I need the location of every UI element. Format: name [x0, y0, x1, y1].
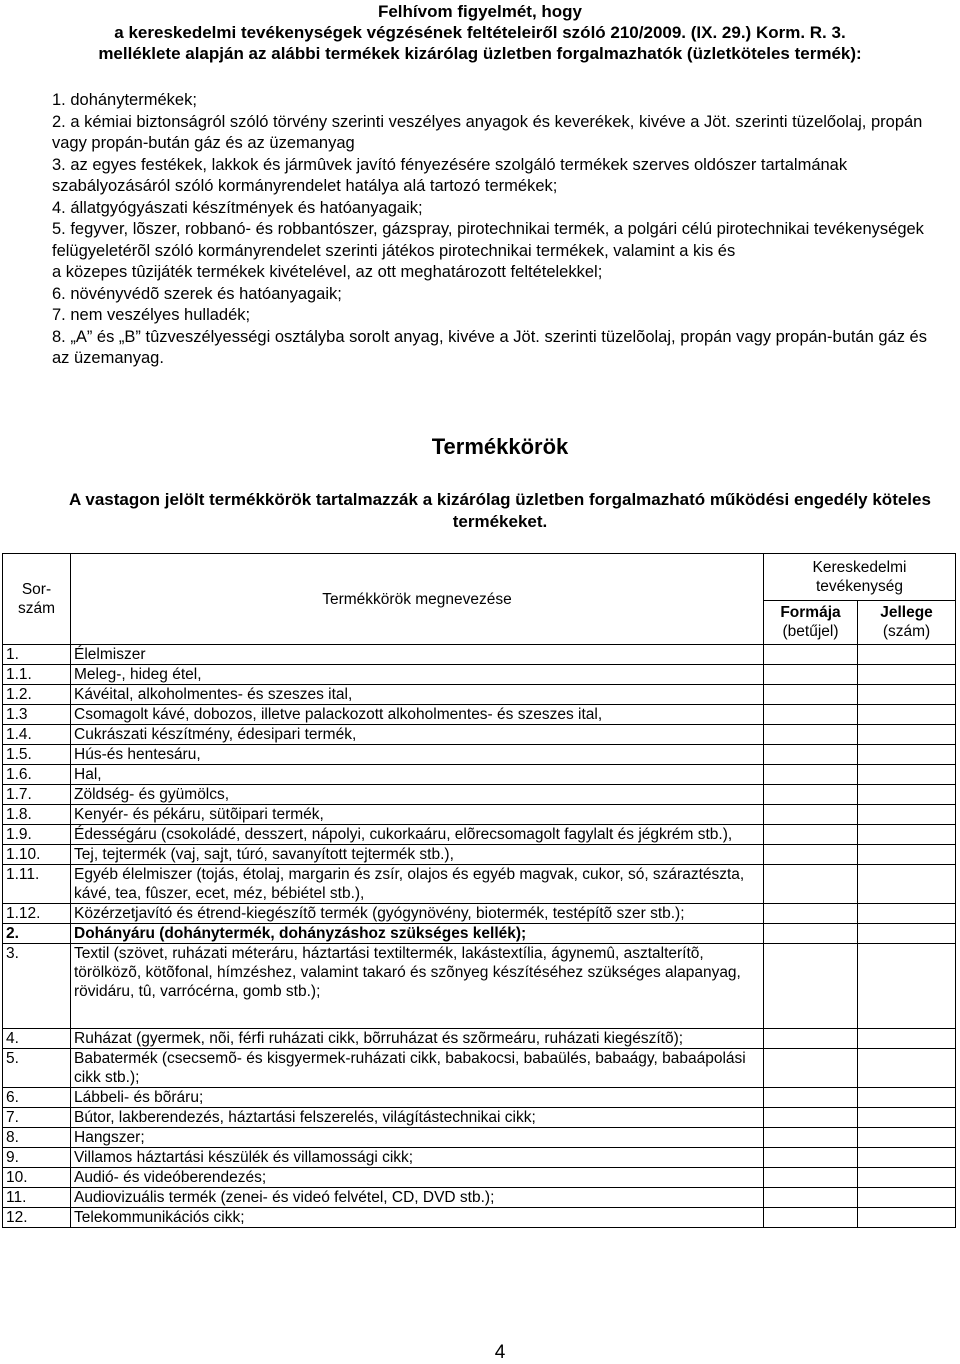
- list-item: a közepes tûzijáték termékek kivételével, az ott meghatározott feltételekkel;: [52, 263, 603, 281]
- row-forma-cell: [764, 1208, 858, 1228]
- row-jellege-cell: [858, 765, 956, 785]
- row-jellege-cell: [858, 725, 956, 745]
- row-name: Kávéital, alkoholmentes- és szeszes ital,: [71, 685, 764, 705]
- row-number: 1.7.: [3, 785, 71, 805]
- row-name: Meleg-, hideg étel,: [71, 665, 764, 685]
- row-number: 1.11.: [3, 865, 71, 904]
- row-number: 3.: [3, 944, 71, 1029]
- row-forma-cell: [764, 845, 858, 865]
- row-number: 1.4.: [3, 725, 71, 745]
- row-number: 7.: [3, 1108, 71, 1128]
- row-number: 2.: [3, 924, 71, 944]
- row-name: Dohányáru (dohánytermék, dohányzáshoz szükséges kellék);: [71, 924, 764, 944]
- list-item: 4. állatgyógyászati készítmények és hatóanyagaik;: [52, 198, 423, 217]
- row-forma-cell: [764, 665, 858, 685]
- row-number: 1.8.: [3, 805, 71, 825]
- row-jellege-cell: [858, 845, 956, 865]
- row-number: 10.: [3, 1168, 71, 1188]
- table-row: [3, 1029, 956, 1049]
- row-jellege-cell: [858, 805, 956, 825]
- row-number: 5.: [3, 1049, 71, 1088]
- table-row: [3, 1208, 956, 1228]
- row-jellege-cell: [858, 645, 956, 665]
- section-subtitle: A vastagon jelölt termékkörök tartalmazzák a kizárólag üzletben forgalmazható működési engedély köteles termékeket.: [69, 490, 931, 531]
- table-row: [3, 665, 956, 685]
- row-forma-cell: [764, 924, 858, 944]
- row-forma-cell: [764, 645, 858, 665]
- row-jellege-cell: [858, 944, 956, 1029]
- table-row: [3, 845, 956, 865]
- row-name: Egyéb élelmiszer (tojás, étolaj, margarin és zsír, olajos és egyéb magvak, cukor, só, száraztészta, kávé, tea, fûszer, ecet, méz, bébiétel stb.),: [71, 865, 764, 904]
- row-number: 1.9.: [3, 825, 71, 845]
- row-jellege-cell: [858, 1108, 956, 1128]
- row-number: 1.5.: [3, 745, 71, 765]
- section-title: Termékkörök: [431, 434, 569, 459]
- row-number: 1.3: [3, 705, 71, 725]
- table-row: [3, 1049, 956, 1088]
- table-row: [3, 1128, 956, 1148]
- row-jellege-cell: [858, 825, 956, 845]
- header-sorszam: Sor-szám: [3, 554, 71, 645]
- row-name: Zöldség- és gyümölcs,: [71, 785, 764, 805]
- list-item: 8. „A” és „B” tûzveszélyességi osztályba sorolt anyag, kivéve a Jöt. szerinti tüzelõolaj, propán vagy propán-bután gáz és az üzemanyag.: [52, 327, 927, 367]
- row-name: Babatermék (csecsemõ- és kisgyermek-ruházati cikk, babakocsi, babaülés, babaágy, babaápolási cikk stb.);: [71, 1049, 764, 1088]
- row-number: 4.: [3, 1029, 71, 1049]
- row-jellege-cell: [858, 1029, 956, 1049]
- row-forma-cell: [764, 805, 858, 825]
- row-number: 11.: [3, 1188, 71, 1208]
- row-jellege-cell: [858, 865, 956, 904]
- row-number: 1.: [3, 645, 71, 665]
- table-row: [3, 705, 956, 725]
- row-forma-cell: [764, 865, 858, 904]
- list-item: 1. dohánytermékek;: [52, 91, 197, 109]
- row-forma-cell: [764, 685, 858, 705]
- row-jellege-cell: [858, 685, 956, 705]
- row-number: 8.: [3, 1128, 71, 1148]
- row-number: 1.12.: [3, 904, 71, 924]
- row-forma-cell: [764, 825, 858, 845]
- list-item: 2. a kémiai biztonságról szóló törvény szerinti veszélyes anyagok és keverékek, kivéve a Jöt. szerinti tüzelőolaj, propán vagy propán-bután gáz és az üzemanyag: [52, 112, 923, 152]
- row-name: Lábbeli- és bõráru;: [71, 1088, 764, 1108]
- row-name: Audió- és videóberendezés;: [71, 1168, 764, 1188]
- row-forma-cell: [764, 745, 858, 765]
- header-jellege-sub: (szám): [882, 623, 931, 641]
- header-forma: [764, 600, 858, 645]
- header-jellege-label: Jellege: [880, 604, 933, 622]
- row-number: 9.: [3, 1148, 71, 1168]
- row-name: Csomagolt kávé, dobozos, illetve palackozott alkoholmentes- és szeszes ital,: [71, 705, 764, 725]
- row-number: 1.10.: [3, 845, 71, 865]
- row-forma-cell: [764, 785, 858, 805]
- table-row: [3, 785, 956, 805]
- row-forma-cell: [764, 1108, 858, 1128]
- row-jellege-cell: [858, 1049, 956, 1088]
- row-name: Hús-és hentesáru,: [71, 745, 764, 765]
- header-forma-sub: (betűjel): [782, 623, 839, 641]
- row-forma-cell: [764, 1148, 858, 1168]
- row-name: Tej, tejtermék (vaj, sajt, túró, savanyított tejtermék stb.),: [71, 845, 764, 865]
- table-row: [3, 1168, 956, 1188]
- page-number: 4: [494, 1342, 506, 1363]
- row-number: 1.6.: [3, 765, 71, 785]
- row-jellege-cell: [858, 1148, 956, 1168]
- table-row: [3, 1148, 956, 1168]
- table-row: [3, 725, 956, 745]
- table-row: [3, 765, 956, 785]
- table-row: [3, 1188, 956, 1208]
- table-row: [3, 865, 956, 904]
- notice-line-3: melléklete alapján az alábbi termékek kizárólag üzletben forgalmazhatók (üzletköteles termék):: [98, 44, 862, 63]
- row-number: 1.2.: [3, 685, 71, 705]
- row-name: Textil (szövet, ruházati méteráru, háztartási textiltermék, lakástextília, ágynemû, asztalterítõ, törölközõ, kötõfonal, hímzéshez, valamint takaró és szõnyeg készítéséhez szükséges alapanyag, rövidáru, tû, varrócérna, gomb stb.);: [71, 944, 764, 1029]
- header-forma-label: Formája: [780, 604, 841, 622]
- table-row: [3, 825, 956, 845]
- row-jellege-cell: [858, 924, 956, 944]
- table-row: [3, 924, 956, 944]
- row-forma-cell: [764, 1188, 858, 1208]
- row-jellege-cell: [858, 904, 956, 924]
- row-jellege-cell: [858, 785, 956, 805]
- row-forma-cell: [764, 725, 858, 745]
- table-row: [3, 805, 956, 825]
- list-item: 3. az egyes festékek, lakkok és jármûvek javító fényezésére szolgáló termékek szerves oldószer tartalmának szabályozásáról szóló kormányrendelet hatálya alá tartozó termékek;: [52, 155, 848, 195]
- table-row: [3, 645, 956, 665]
- row-jellege-cell: [858, 1168, 956, 1188]
- row-number: 1.1.: [3, 665, 71, 685]
- row-jellege-cell: [858, 665, 956, 685]
- list-item: 6. növényvédõ szerek és hatóanyagaik;: [52, 284, 342, 303]
- row-forma-cell: [764, 1128, 858, 1148]
- row-forma-cell: [764, 944, 858, 1029]
- row-forma-cell: [764, 1088, 858, 1108]
- table-row: [3, 904, 956, 924]
- row-forma-cell: [764, 1029, 858, 1049]
- row-jellege-cell: [858, 1188, 956, 1208]
- product-category-table: [2, 553, 956, 1228]
- row-name: Telekommunikációs cikk;: [71, 1208, 764, 1228]
- row-name: Élelmiszer: [71, 645, 764, 665]
- table-row: [3, 944, 956, 1029]
- row-jellege-cell: [858, 1128, 956, 1148]
- row-forma-cell: [764, 1049, 858, 1088]
- row-jellege-cell: [858, 1088, 956, 1108]
- product-list: [52, 90, 937, 370]
- table-row: [3, 1108, 956, 1128]
- row-name: Ruházat (gyermek, nõi, férfi ruházati cikk, bõrruházat és szõrmeáru, ruházati kiegészítõ);: [71, 1029, 764, 1049]
- row-forma-cell: [764, 705, 858, 725]
- list-item: 5. fegyver, lõszer, robbanó- és robbantószer, gázspray, pirotechnikai termék, a polgári célú pirotechnikai tevékenységek felügyeletérõl szóló kormányrendelet szerinti játékos pirotechnikai termékek, valamint a kis és: [52, 220, 924, 260]
- row-name: Villamos háztartási készülék és villamossági cikk;: [71, 1148, 764, 1168]
- row-forma-cell: [764, 765, 858, 785]
- notice-line-1: Felhívom figyelmét, hogy: [377, 2, 583, 21]
- table-row: [3, 1088, 956, 1108]
- row-name: Édességáru (csokoládé, desszert, nápolyi, cukorkaáru, elõrecsomagolt fagylalt és jégkrém stb.),: [71, 825, 764, 845]
- list-item: 7. nem veszélyes hulladék;: [52, 306, 251, 324]
- row-name: Bútor, lakberendezés, háztartási felszerelés, világítástechnikai cikk;: [71, 1108, 764, 1128]
- table-row: [3, 745, 956, 765]
- row-number: 6.: [3, 1088, 71, 1108]
- row-name: Közérzetjavító és étrend-kiegészítõ termék (gyógynövény, biotermék, testépítõ szer stb.);: [71, 904, 764, 924]
- row-name: Hal,: [71, 765, 764, 785]
- table-row: [3, 685, 956, 705]
- notice-line-2: a kereskedelmi tevékenységek végzésének feltételeiről szóló 210/2009. (IX. 29.) Korm. R. 3.: [114, 23, 846, 42]
- row-jellege-cell: [858, 1208, 956, 1228]
- header-group: Kereskedelmi tevékenység: [764, 554, 956, 601]
- row-name: Hangszer;: [71, 1128, 764, 1148]
- row-jellege-cell: [858, 705, 956, 725]
- header-name: Termékkörök megnevezése: [71, 554, 764, 645]
- table-body: [3, 645, 956, 1228]
- row-forma-cell: [764, 904, 858, 924]
- row-jellege-cell: [858, 745, 956, 765]
- row-name: Kenyér- és pékáru, sütõipari termék,: [71, 805, 764, 825]
- row-name: Audiovizuális termék (zenei- és videó felvétel, CD, DVD stb.);: [71, 1188, 764, 1208]
- row-name: Cukrászati készítmény, édesipari termék,: [71, 725, 764, 745]
- row-number: 12.: [3, 1208, 71, 1228]
- row-forma-cell: [764, 1168, 858, 1188]
- header-jellege: [858, 600, 956, 645]
